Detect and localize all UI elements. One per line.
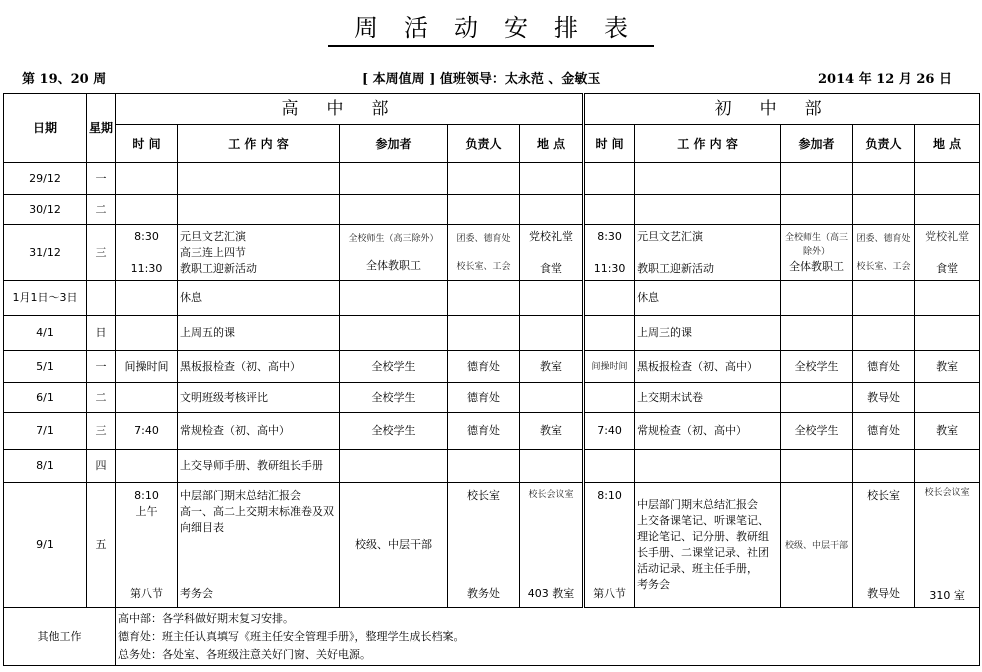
row-date: 7/1 bbox=[4, 413, 87, 450]
junior-responsible: 团委、德育处 校长室、工会 bbox=[853, 225, 915, 281]
junior-participants: 全校学生 bbox=[781, 413, 853, 450]
senior-location: 校长会议室 403 教室 bbox=[520, 483, 584, 608]
header-senior-content: 工 作 内 容 bbox=[178, 125, 340, 163]
senior-time: 8:10 上午 第八节 bbox=[116, 483, 178, 608]
senior-participants: 校级、中层干部 bbox=[340, 483, 448, 608]
header-junior-time: 时 间 bbox=[584, 125, 635, 163]
junior-time: 8:30 11:30 bbox=[584, 225, 635, 281]
junior-responsible: 德育处 bbox=[853, 413, 915, 450]
junior-content: 常规检查（初、高中） bbox=[635, 413, 781, 450]
week-number: 第 19、20 周 bbox=[22, 72, 107, 87]
senior-location: 教室 bbox=[520, 351, 584, 383]
row-weekday: 三 bbox=[87, 413, 116, 450]
table-row bbox=[4, 281, 980, 316]
senior-content: 常规检查（初、高中） bbox=[178, 413, 340, 450]
row-weekday bbox=[87, 281, 116, 316]
table-row bbox=[4, 195, 980, 225]
row-weekday: 日 bbox=[87, 316, 116, 351]
other-work-row bbox=[4, 608, 980, 666]
schedule-table bbox=[3, 93, 980, 666]
header-row-columns bbox=[4, 125, 980, 163]
row-weekday: 一 bbox=[87, 351, 116, 383]
junior-location: 校长会议室 310 室 bbox=[915, 483, 980, 608]
senior-participants: 全校学生 bbox=[340, 413, 448, 450]
senior-content: 休息 bbox=[178, 281, 340, 316]
row-weekday: 二 bbox=[87, 383, 116, 413]
senior-responsible: 德育处 bbox=[448, 383, 520, 413]
senior-responsible: 德育处 bbox=[448, 413, 520, 450]
table-row bbox=[4, 225, 980, 281]
senior-content: 黑板报检查（初、高中） bbox=[178, 351, 340, 383]
row-weekday: 四 bbox=[87, 450, 116, 483]
senior-content: 元旦文艺汇演 高三连上四节 教职工迎新活动 bbox=[178, 225, 340, 281]
junior-content: 元旦文艺汇演 教职工迎新活动 bbox=[635, 225, 781, 281]
senior-time: 8:30 11:30 bbox=[116, 225, 178, 281]
row-date: 9/1 bbox=[4, 483, 87, 608]
senior-location: 党校礼堂 食堂 bbox=[520, 225, 584, 281]
row-date: 31/12 bbox=[4, 225, 87, 281]
header-row-sections bbox=[4, 94, 980, 125]
table-row bbox=[4, 316, 980, 351]
senior-responsible: 团委、德育处 校长室、工会 bbox=[448, 225, 520, 281]
row-weekday: 二 bbox=[87, 195, 116, 225]
table-row bbox=[4, 450, 980, 483]
duty-leaders: [ 本周值周 ] 值班领导：太永范 、金敏玉 bbox=[362, 72, 601, 87]
junior-content: 中层部门期末总结汇报会 上交备课笔记、听课笔记、理论笔记、记分册、教研组长手册、二课堂记录、社团活动记录、班主任手册， 考务会 bbox=[635, 483, 781, 608]
junior-content: 黑板报检查（初、高中） bbox=[635, 351, 781, 383]
junior-participants: 全校师生（高三除外） 全体教职工 bbox=[781, 225, 853, 281]
table-row bbox=[4, 351, 980, 383]
junior-time: 间操时间 bbox=[584, 351, 635, 383]
junior-responsible: 德育处 bbox=[853, 351, 915, 383]
row-date: 4/1 bbox=[4, 316, 87, 351]
header-junior-responsible: 负责人 bbox=[853, 125, 915, 163]
junior-content: 休息 bbox=[635, 281, 781, 316]
row-date: 8/1 bbox=[4, 450, 87, 483]
junior-content: 上交期末试卷 bbox=[635, 383, 781, 413]
row-date: 6/1 bbox=[4, 383, 87, 413]
senior-participants: 全校师生（高三除外） 全体教职工 bbox=[340, 225, 448, 281]
senior-time: 间操时间 bbox=[116, 351, 178, 383]
header-senior-participants: 参加者 bbox=[340, 125, 448, 163]
senior-participants: 全校学生 bbox=[340, 383, 448, 413]
senior-responsible: 校长室 教务处 bbox=[448, 483, 520, 608]
senior-content: 中层部门期末总结汇报会 高一、高二上交期末标准卷及双向细目表 考务会 bbox=[178, 483, 340, 608]
row-date: 5/1 bbox=[4, 351, 87, 383]
junior-responsible: 校长室 教导处 bbox=[853, 483, 915, 608]
row-weekday: 三 bbox=[87, 225, 116, 281]
junior-participants: 校级、中层干部 bbox=[781, 483, 853, 608]
header-senior-location: 地 点 bbox=[520, 125, 584, 163]
row-date: 30/12 bbox=[4, 195, 87, 225]
header-senior-responsible: 负责人 bbox=[448, 125, 520, 163]
header-senior-section: 高中部 bbox=[116, 94, 584, 125]
senior-content: 文明班级考核评比 bbox=[178, 383, 340, 413]
header-junior-participants: 参加者 bbox=[781, 125, 853, 163]
junior-time: 8:10 第八节 bbox=[584, 483, 635, 608]
other-work-moral: 德育处：班主任认真填写《班主任安全管理手册》，整理学生成长档案。 bbox=[118, 630, 465, 643]
other-work-general: 总务处：各处室、各班级注意关好门窗、关好电源。 bbox=[118, 648, 371, 661]
junior-location: 教室 bbox=[915, 413, 980, 450]
other-work-senior: 高中部：各学科做好期末复习安排。 bbox=[118, 612, 294, 625]
senior-content: 上交导师手册、教研组长手册 bbox=[178, 450, 340, 483]
senior-participants: 全校学生 bbox=[340, 351, 448, 383]
issue-date: 2014 年 12 月 26 日 bbox=[818, 72, 952, 87]
header-junior-location: 地 点 bbox=[915, 125, 980, 163]
senior-content: 上周五的课 bbox=[178, 316, 340, 351]
junior-time: 7:40 bbox=[584, 413, 635, 450]
row-weekday: 五 bbox=[87, 483, 116, 608]
row-date: 1月1日～3日 bbox=[4, 281, 87, 316]
row-date: 29/12 bbox=[4, 163, 87, 195]
header-senior-time: 时 间 bbox=[116, 125, 178, 163]
row-weekday: 一 bbox=[87, 163, 116, 195]
junior-location: 教室 bbox=[915, 351, 980, 383]
senior-location: 教室 bbox=[520, 413, 584, 450]
senior-responsible: 德育处 bbox=[448, 351, 520, 383]
senior-time: 7:40 bbox=[116, 413, 178, 450]
table-row bbox=[4, 383, 980, 413]
header-junior-content: 工 作 内 容 bbox=[635, 125, 781, 163]
header-date: 日期 bbox=[4, 94, 87, 163]
header-weekday: 星期 bbox=[87, 94, 116, 163]
junior-location: 党校礼堂 食堂 bbox=[915, 225, 980, 281]
other-work-content bbox=[116, 608, 980, 666]
junior-responsible: 教导处 bbox=[853, 383, 915, 413]
other-work-label: 其他工作 bbox=[4, 608, 116, 666]
junior-content: 上周三的课 bbox=[635, 316, 781, 351]
table-row bbox=[4, 163, 980, 195]
header-junior-section: 初中部 bbox=[584, 94, 980, 125]
table-row bbox=[4, 413, 980, 450]
table-row bbox=[4, 483, 980, 608]
junior-participants: 全校学生 bbox=[781, 351, 853, 383]
page-title: 周活动安排表 bbox=[0, 8, 982, 43]
